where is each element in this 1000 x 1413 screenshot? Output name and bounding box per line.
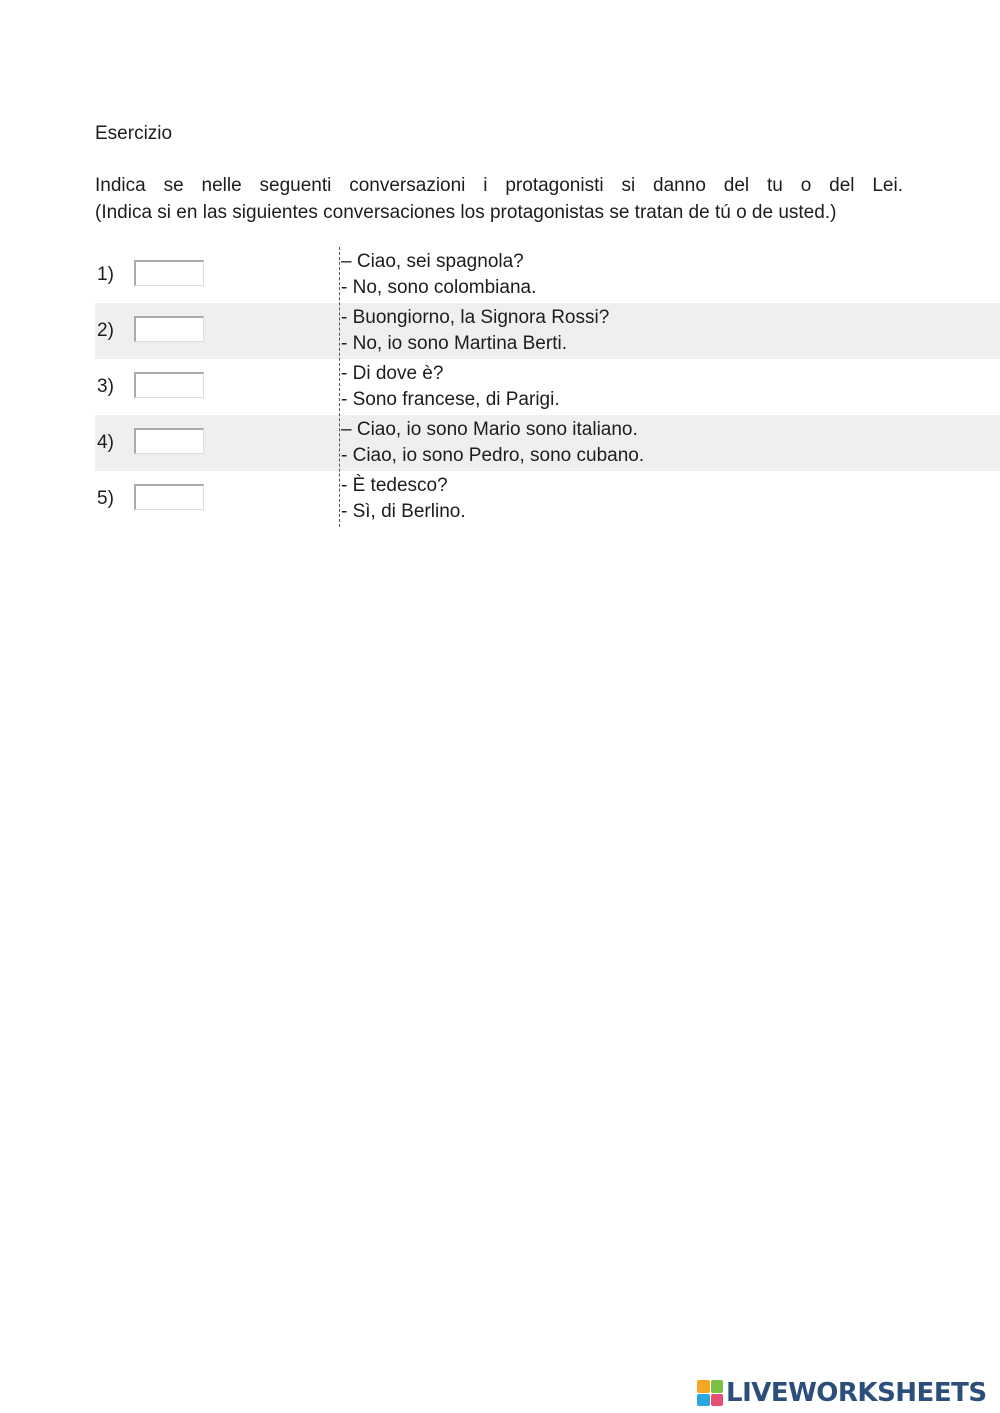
exercise-row [95,359,1000,415]
exercise-row [95,415,1000,471]
row-number: 1) [97,264,114,285]
instructions-italian: Indica se nelle seguenti conversazioni i protagonisti si danno del tu o del Lei. [95,175,903,196]
dialogue-line: – Ciao, io sono Mario sono italiano. [341,419,638,440]
exercise-row [95,303,1000,359]
logo-tile-icon [711,1394,724,1407]
row-number: 5) [97,488,114,509]
answer-input-3[interactable] [134,372,204,398]
instructions [95,172,903,226]
answer-input-5[interactable] [134,484,204,510]
column-divider [339,247,340,527]
dialogue-line: - Sono francese, di Parigi. [341,389,560,410]
dialogue-line: - Sì, di Berlino. [341,501,466,522]
dialogue-line: – Ciao, sei spagnola? [341,251,524,272]
liveworksheets-logo-icon [697,1380,723,1406]
dialogue [341,305,609,357]
row-number: 4) [97,432,114,453]
instructions-spanish: (Indica si en las siguientes conversaciones los protagonistas se tratan de tú o de usted.) [95,202,837,223]
dialogue [341,417,644,469]
exercise-row [95,471,1000,527]
answer-input-2[interactable] [134,316,204,342]
logo-tile-icon [697,1394,710,1407]
exercise-row [95,247,1000,303]
logo-tile-icon [711,1380,724,1393]
answer-input-1[interactable] [134,260,204,286]
dialogue-line: - Buongiorno, la Signora Rossi? [341,307,610,328]
dialogue-line: - Di dove è? [341,363,444,384]
dialogue-line: - È tedesco? [341,475,448,496]
brand-text: LIVEWORKSHEETS [726,1378,987,1408]
answer-input-4[interactable] [134,428,204,454]
dialogue-line: - No, sono colombiana. [341,277,537,298]
brand-logo[interactable] [697,1377,987,1409]
dialogue [341,361,560,413]
dialogue [341,473,466,525]
dialogue [341,249,536,301]
dialogue-line: - No, io sono Martina Berti. [341,333,567,354]
logo-tile-icon [697,1380,710,1393]
page-title: Esercizio [95,123,173,144]
exercise-table [95,247,1000,527]
row-number: 2) [97,320,114,341]
dialogue-line: - Ciao, io sono Pedro, sono cubano. [341,445,645,466]
row-number: 3) [97,376,114,397]
